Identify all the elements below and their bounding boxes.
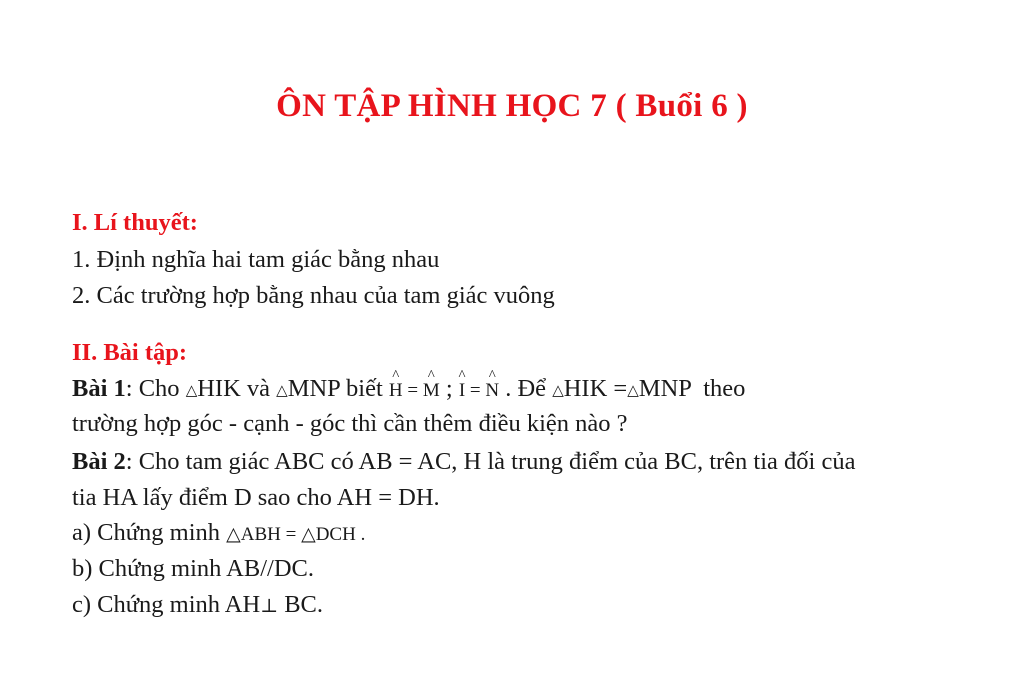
bai1-label: Bài 1 — [72, 375, 126, 402]
bai2-part-b: b) Chứng minh AB//DC. — [72, 555, 314, 582]
theory-heading: I. Lí thuyết: — [72, 209, 198, 236]
bai1-text-va: và — [240, 375, 277, 402]
bai1-hik: HIK — [197, 375, 241, 402]
semicolon: ; — [439, 375, 459, 402]
document-title: ÔN TẬP HÌNH HỌC 7 ( Buổi 6 ) — [276, 88, 748, 124]
angle-m: ^ M — [423, 380, 440, 402]
bai1-line-1 — [72, 375, 745, 403]
triangle-symbol: △ — [185, 383, 198, 399]
bai1-text-theo: theo — [690, 375, 746, 402]
perpendicular-symbol: ⊥ — [260, 596, 279, 617]
bai1-mnp: MNP — [287, 375, 340, 402]
angle-h: ^ H — [389, 380, 403, 402]
bai2-text-1: : Cho tam giác ABC có AB = AC, H là trung điểm của BC, trên tia đối của — [125, 448, 856, 475]
bai2-label: Bài 2 — [72, 448, 126, 475]
part-a-end: . — [355, 524, 366, 545]
angle-n: ^ N — [485, 380, 499, 402]
bai2-part-c — [72, 591, 323, 619]
triangle-symbol: △ — [627, 383, 639, 399]
part-a-formula: △ABH = △DCH — [226, 524, 356, 545]
theory-item-2: 2. Các trường hợp bằng nhau của tam giác vuông — [72, 282, 555, 309]
part-c-end: BC. — [278, 591, 323, 618]
equals-sign: = — [402, 380, 423, 401]
exercises-heading: II. Bài tập: — [72, 339, 188, 366]
bai2-line-1 — [72, 448, 855, 476]
bai2-part-a — [72, 519, 365, 547]
part-a-text: a) Chứng minh — [72, 519, 227, 546]
angle-i: ^ I — [459, 380, 465, 402]
triangle-symbol: △ — [552, 383, 564, 399]
bai1-mnp-2: MNP — [638, 375, 691, 402]
bai1-text-biet: biết — [339, 375, 389, 402]
equals-sign: = — [465, 380, 486, 401]
bai1-text-de: . Để — [499, 375, 553, 402]
part-c-text: c) Chứng minh AH — [72, 591, 261, 618]
bai1-hik-eq: HIK = — [563, 375, 628, 402]
theory-item-1: 1. Định nghĩa hai tam giác bằng nhau — [72, 246, 440, 273]
triangle-symbol: △ — [276, 383, 288, 399]
bai1-text-cho: : Cho — [125, 375, 186, 402]
bai1-line-2: trường hợp góc - cạnh - góc thì cần thêm điều kiện nào ? — [72, 410, 628, 437]
bai2-line-2: tia HA lấy điểm D sao cho AH = DH. — [72, 484, 440, 511]
